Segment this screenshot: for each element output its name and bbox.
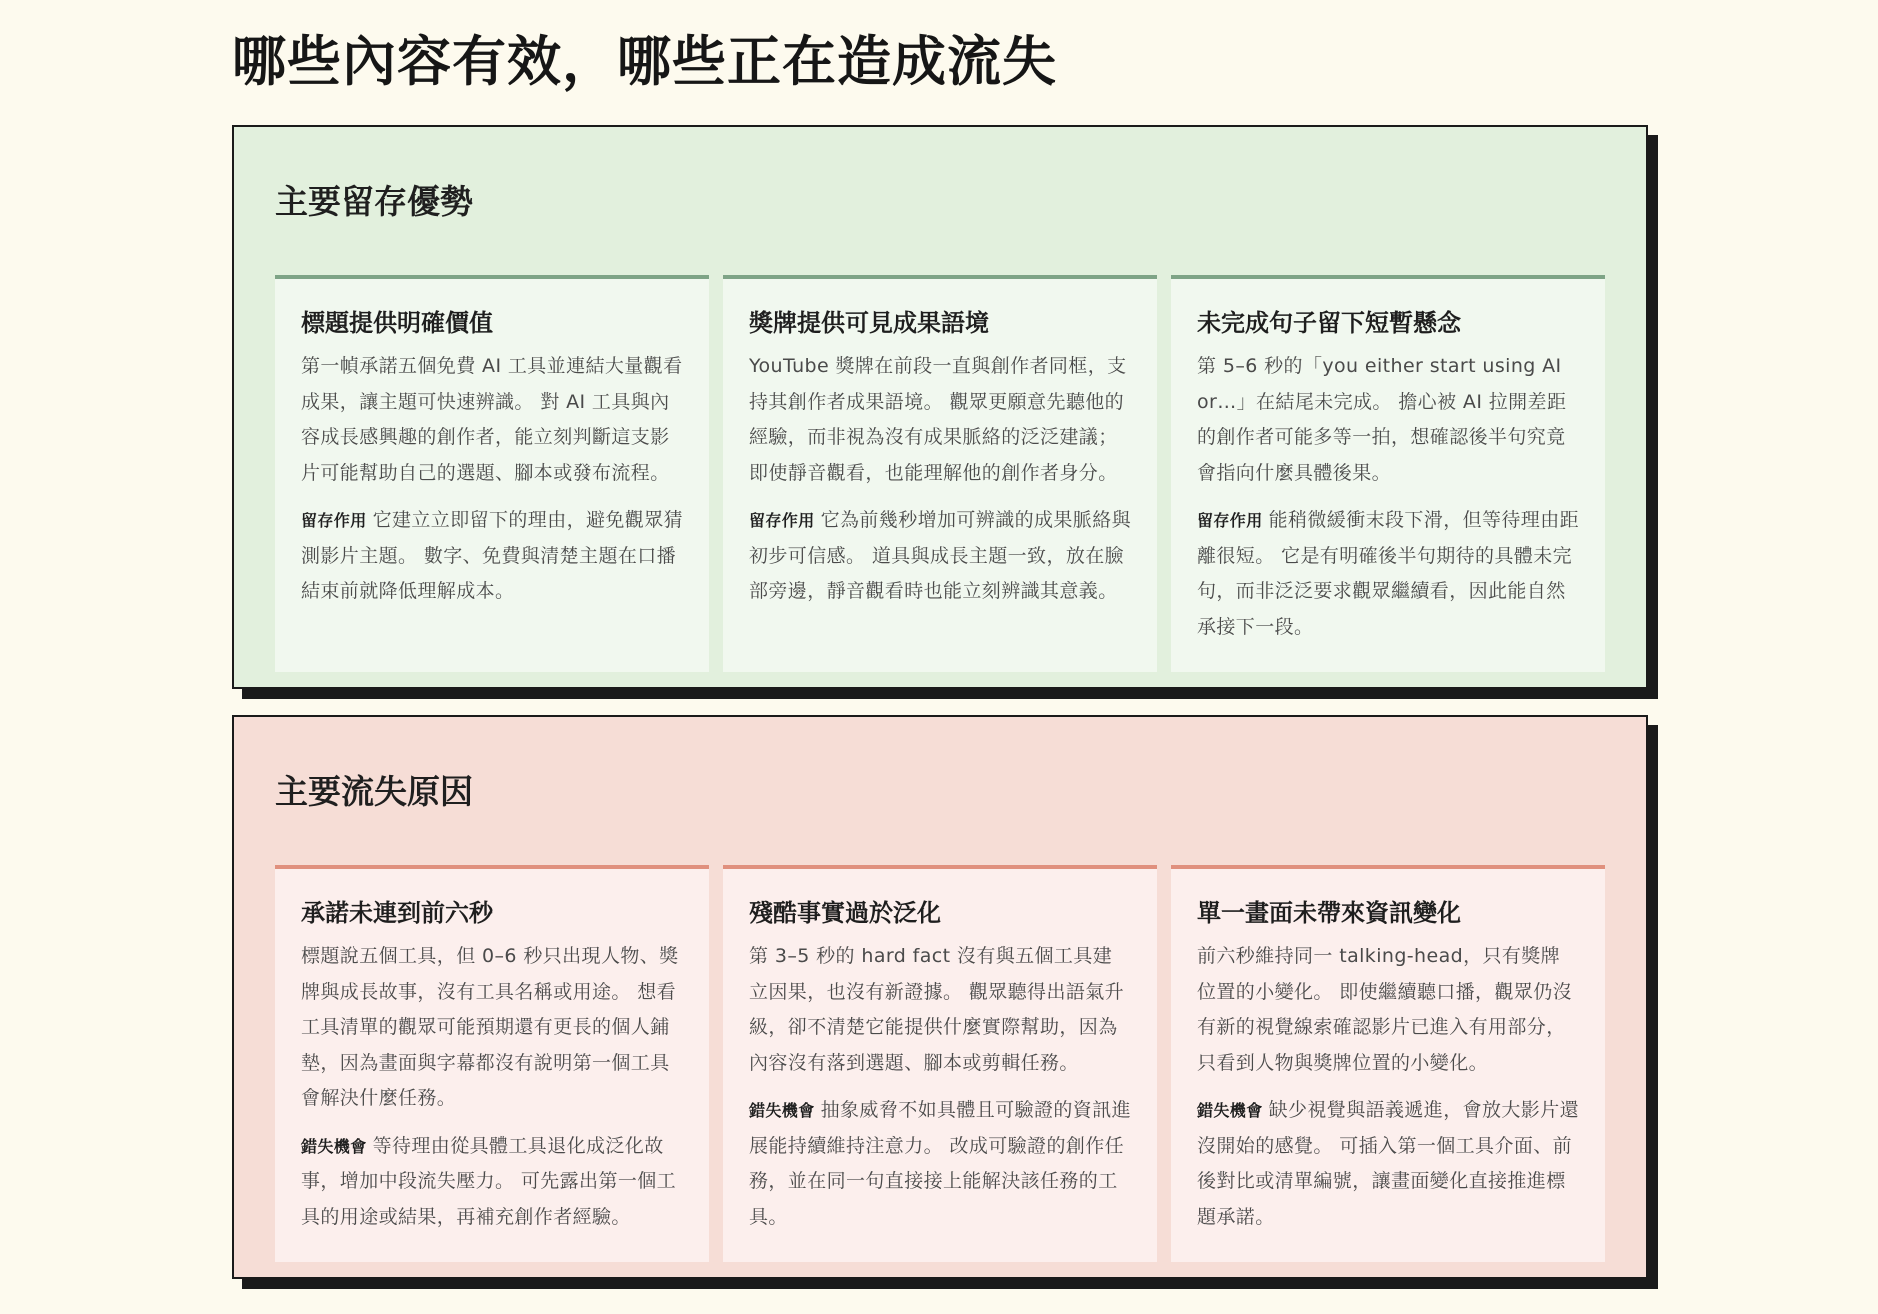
panel-title-dropoff: 主要流失原因 (275, 772, 473, 811)
card-note (1197, 503, 1579, 645)
card-body: YouTube 獎牌在前段一直與創作者同框，支持其創作者成果語境。 觀眾更願意先聽他的經驗，而非視為沒有成果脈絡的泛泛建議；即使靜音觀看，也能理解他的創作者身分。 (749, 355, 1127, 484)
retention-card (723, 275, 1157, 672)
note-label: 留存作用 (301, 511, 367, 530)
card-body: 標題說五個工具，但 0–6 秒只出現人物、獎牌與成長故事，沒有工具名稱或用途。 想看工具清單的觀眾可能預期還有更長的個人鋪墊，因為畫面與字幕都沒有說明第一個工具會解決什麼任務。 (301, 945, 679, 1109)
card-note (301, 503, 683, 610)
page-title: 哪些內容有效，哪些正在造成流失 (232, 29, 1057, 93)
card-note (1197, 1093, 1579, 1235)
note-label: 留存作用 (1197, 511, 1263, 530)
card-note (749, 1093, 1131, 1235)
note-label: 留存作用 (749, 511, 815, 530)
card-body: 第 3–5 秒的 hard fact 沒有與五個工具建立因果，也沒有新證據。 觀眾聽得出語氣升級，卻不清楚它能提供什麼實際幫助，因為內容沒有落到選題、腳本或剪輯任務。 (749, 945, 1125, 1074)
note-label: 錯失機會 (1197, 1101, 1263, 1120)
card-body: 第 5–6 秒的「you either start using AI or…」在結尾未完成。 擔心被 AI 拉開差距的創作者可能多等一拍，想確認後半句究竟會指向什麼具體後果。 (1197, 355, 1567, 484)
card-title: 未完成句子留下短暫懸念 (1197, 309, 1461, 337)
retention-card (275, 275, 709, 672)
panel-title-retention: 主要留存優勢 (275, 182, 473, 221)
note-text: 等待理由從具體工具退化成泛化故事，增加中段流失壓力。 可先露出第一個工具的用途或結果，再補充創作者經驗。 (301, 1134, 677, 1228)
card-title: 承諾未連到前六秒 (301, 899, 493, 927)
retention-card-list (275, 275, 1605, 672)
note-text: 它為前幾秒增加可辨識的成果脈絡與初步可信感。 道具與成長主題一致，放在臉部旁邊，靜音觀看時也能立刻辨識其意義。 (749, 509, 1132, 602)
retention-strengths-panel (232, 125, 1648, 689)
card-body: 前六秒維持同一 talking-head，只有獎牌位置的小變化。 即使繼續聽口播，觀眾仍沒有新的視覺線索確認影片已進入有用部分，只看到人物與獎牌位置的小變化。 (1197, 945, 1573, 1074)
card-title: 單一畫面未帶來資訊變化 (1197, 899, 1461, 927)
card-body: 第一幀承諾五個免費 AI 工具並連結大量觀看成果，讓主題可快速辨識。 對 AI 工具與內容成長感興趣的創作者，能立刻判斷這支影片可能幫助自己的選題、腳本或發布流程。 (301, 355, 683, 484)
dropoff-card (275, 865, 709, 1262)
card-note (301, 1129, 683, 1236)
note-label: 錯失機會 (749, 1101, 815, 1120)
note-text: 抽象威脅不如具體且可驗證的資訊進展能持續維持注意力。 改成可驗證的創作任務，並在同一句直接接上能解決該任務的工具。 (749, 1099, 1132, 1228)
dropoff-card-list (275, 865, 1605, 1262)
note-text: 它建立立即留下的理由，避免觀眾猜測影片主題。 數字、免費與清楚主題在口播結束前就降低理解成本。 (301, 509, 684, 602)
note-text: 缺少視覺與語義遞進，會放大影片還沒開始的感覺。 可插入第一個工具介面、前後對比或清單編號，讓畫面變化直接推進標題承諾。 (1197, 1099, 1580, 1228)
dropoff-card (723, 865, 1157, 1262)
card-title: 標題提供明確價值 (301, 309, 493, 337)
dropoff-card (1171, 865, 1605, 1262)
dropoff-reasons-panel (232, 715, 1648, 1279)
card-title: 獎牌提供可見成果語境 (749, 309, 989, 337)
note-label: 錯失機會 (301, 1136, 367, 1156)
note-text: 能稍微緩衝末段下滑，但等待理由距離很短。 它是有明確後半句期待的具體未完句，而非泛泛要求觀眾繼續看，因此能自然承接下一段。 (1197, 509, 1580, 638)
card-title: 殘酷事實過於泛化 (749, 899, 941, 927)
retention-card (1171, 275, 1605, 672)
card-note (749, 503, 1131, 610)
